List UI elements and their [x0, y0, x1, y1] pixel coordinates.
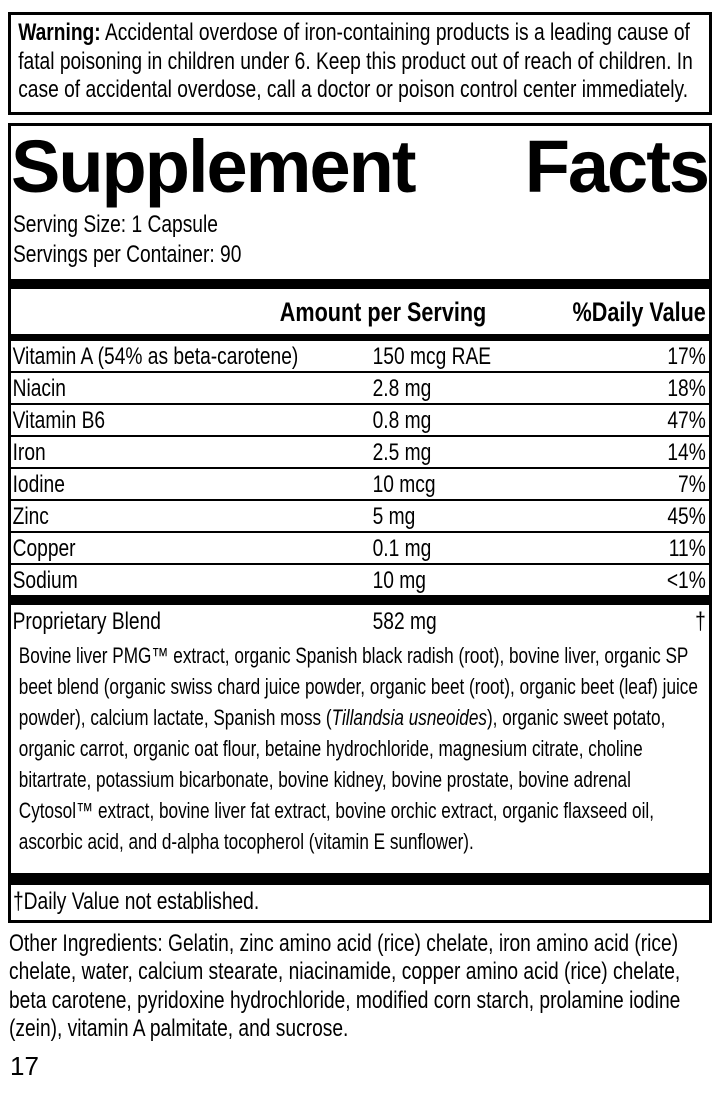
- divider-thick-top: [11, 279, 709, 289]
- warning-text: [11, 19, 709, 105]
- divider-thick-middle: [11, 595, 709, 605]
- blend-name: Proprietary Blend: [12, 607, 161, 635]
- blend-description-part2: ), organic sweet potato, organic carrot, organic oat flour, betaine hydrochloride, magnesium citrate, choline bitartrate, potassium bicarbonate, bovine kidney, bovine prostate, bovine adrenal Cytosol™ extract, bovine liver fat extract, bovine orchic extract, organic flaxseed oil, ascorbic acid, and d-alpha tocopherol (vitamin E sunflower).: [18, 704, 666, 854]
- nutrient-name: Niacin: [12, 374, 66, 402]
- blend-description-latin-name: Tillandsia usneoides: [331, 704, 487, 730]
- table-row-iron: [11, 437, 709, 469]
- table-row-copper: [11, 533, 709, 565]
- panel-title: [11, 124, 708, 208]
- daily-value-footnote: †Daily Value not established.: [13, 887, 260, 915]
- title-word-supplement: Supplement: [11, 124, 415, 208]
- nutrient-name: Iron: [12, 438, 46, 466]
- table-row-proprietary-blend: [11, 605, 709, 638]
- nutrient-daily-value: 11%: [668, 534, 706, 562]
- table-row-iodine: [11, 469, 709, 501]
- nutrient-amount: 2.8 mg: [372, 374, 432, 402]
- title-word-facts: Facts: [524, 124, 708, 208]
- warning-label: Warning:: [18, 19, 101, 46]
- nutrient-daily-value: 14%: [667, 438, 706, 466]
- nutrient-daily-value: 17%: [667, 342, 706, 370]
- nutrient-name: Zinc: [12, 502, 49, 530]
- nutrient-daily-value: 18%: [667, 374, 706, 402]
- nutrient-daily-value: 45%: [667, 502, 706, 530]
- table-row-zinc: [11, 501, 709, 533]
- nutrient-amount: 10 mg: [372, 566, 426, 594]
- header-amount-per-serving: Amount per Serving: [279, 296, 487, 327]
- supplement-facts-panel: [8, 123, 712, 923]
- table-header-row: [11, 289, 709, 334]
- warning-box: [8, 12, 712, 115]
- blend-amount: 582 mg: [372, 607, 437, 635]
- blend-description-part1: Bovine liver PMG™ extract, organic Spanish black radish (root), bovine liver, organic SP beet blend (organic swiss chard juice powder, organic beet (root), organic beet (leaf) juice powder), calcium lactate, Spanish moss (: [18, 642, 698, 730]
- nutrient-amount: 10 mcg: [372, 470, 436, 498]
- nutrient-amount: 150 mcg RAE: [372, 342, 492, 370]
- nutrient-name: Sodium: [12, 566, 78, 594]
- page-number: 17: [10, 1050, 39, 1081]
- nutrient-name: Copper: [12, 534, 76, 562]
- nutrient-name: Vitamin A (54% as beta-carotene): [12, 342, 299, 370]
- table-row-vitamin-b6: [11, 405, 709, 437]
- other-ingredients: Other Ingredients: Gelatin, zinc amino acid (rice) chelate, iron amino acid (rice) chelate, water, calcium stearate, niacinamide, copper amino acid (rice) chelate, beta carotene, pyridoxine hydrochloride, modified corn starch, prolamine iodine (zein), vitamin A palmitate, and sucrose.: [9, 929, 681, 1042]
- warning-body: Accidental overdose of iron-containing products is a leading cause of fatal poisoning in children under 6. Keep this product out of reach of children. In case of accidental overdose, call a doctor or poison control center immediately.: [18, 19, 693, 103]
- header-daily-value: %Daily Value: [572, 296, 706, 327]
- nutrient-amount: 0.8 mg: [372, 406, 432, 434]
- table-row-vitamin-a: [11, 341, 709, 373]
- nutrient-name: Vitamin B6: [12, 406, 106, 434]
- serving-size: Serving Size: 1 Capsule: [13, 210, 218, 238]
- nutrient-daily-value: 47%: [667, 406, 706, 434]
- blend-daily-value-dagger: †: [695, 607, 706, 635]
- nutrient-name: Iodine: [12, 470, 65, 498]
- nutrient-amount: 2.5 mg: [372, 438, 432, 466]
- divider-under-header: [11, 334, 709, 341]
- divider-thick-bottom: [11, 873, 709, 885]
- table-row-niacin: [11, 373, 709, 405]
- table-row-sodium: [11, 565, 709, 595]
- blend-description: [11, 638, 709, 861]
- nutrient-amount: 0.1 mg: [372, 534, 432, 562]
- nutrient-amount: 5 mg: [372, 502, 416, 530]
- nutrient-daily-value: <1%: [666, 566, 706, 594]
- nutrient-daily-value: 7%: [678, 470, 706, 498]
- servings-per-container: Servings per Container: 90: [13, 240, 242, 268]
